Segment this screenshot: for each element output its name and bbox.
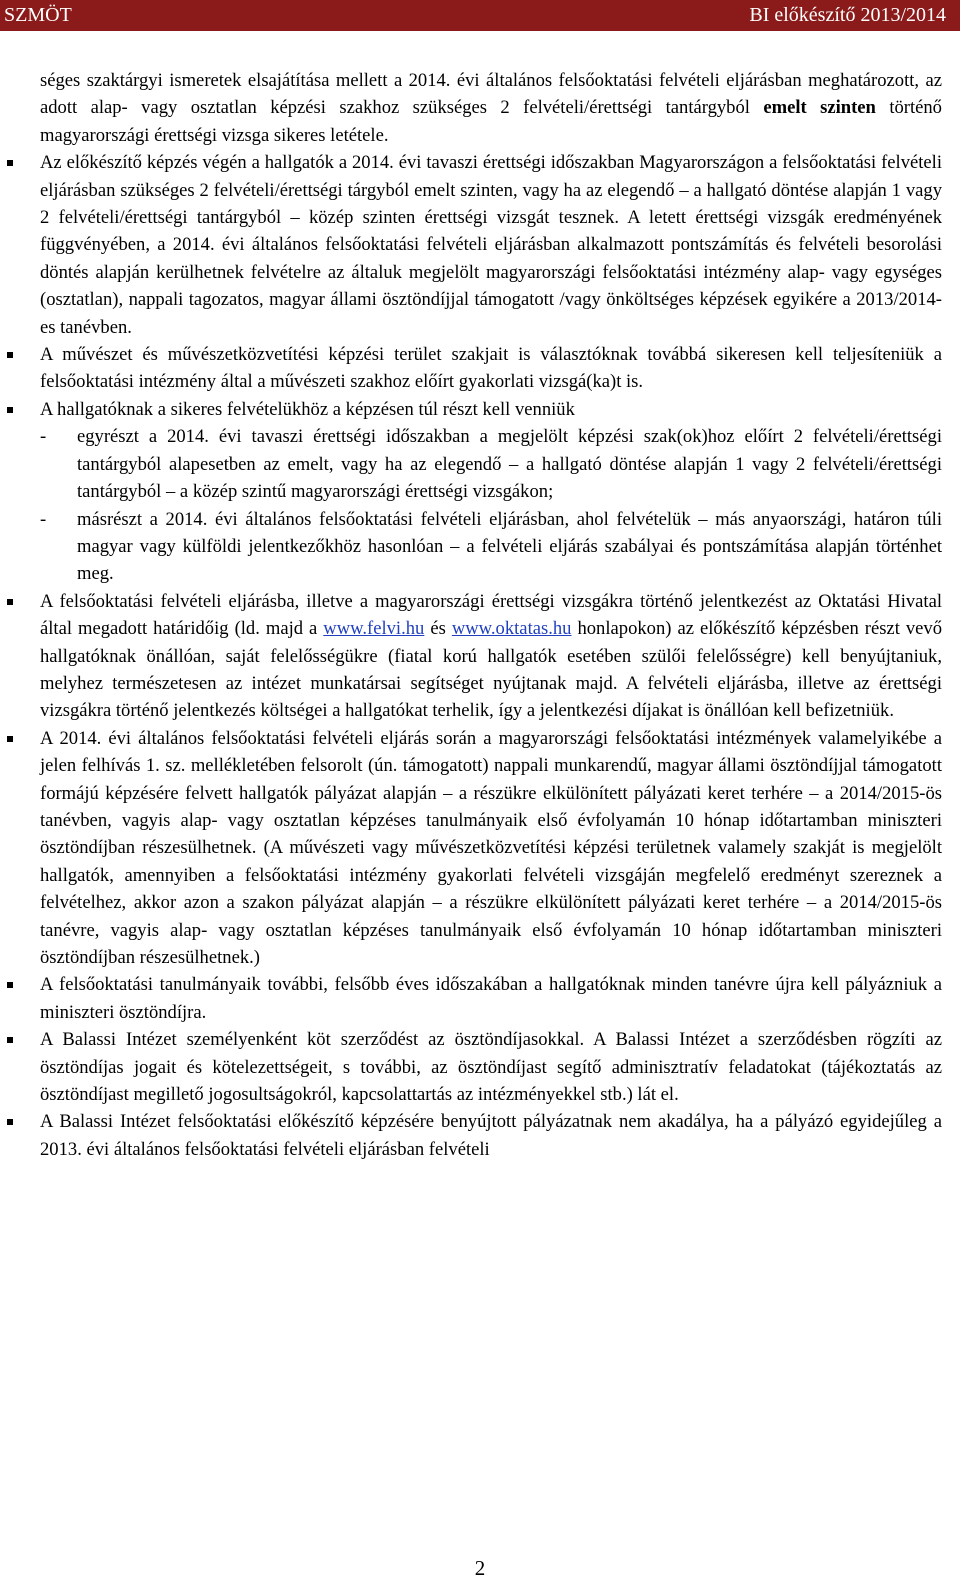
intro-text-a: séges szaktárgyi ismeretek elsajátítása mellett a 2014. évi általános felsőoktatási felvételi eljárásban meghatározott, az adott alap- vagy osztatlan képzési szakhoz szükséges 2 felvételi/érettségi tantárgyból (40, 70, 942, 119)
page-number: 2 (474, 1556, 486, 1580)
intro-bold-text: emelt szinten (763, 97, 876, 119)
requirements-intro: A hallgatóknak a sikeres felvételükhöz a képzésen túl részt kell venniük (40, 398, 575, 420)
page-header (0, 0, 960, 31)
bullet-item-reapply: A felsőoktatási tanulmányaik további, felsőbb éves időszakában a hallgatóknak minden tanévre újra kell pályázniuk a miniszteri ösztöndíjra. (40, 971, 942, 1026)
bullet-item-eligibility: A Balassi Intézet felsőoktatási előkészítő képzésére benyújtott pályázatnak nem akadálya, ha a pályázó egyidejűleg a 2013. évi általános felsőoktatási felvételi eljárásban felvételi (40, 1108, 942, 1163)
oktatas-link[interactable]: www.oktatas.hu (451, 618, 572, 640)
felvi-link[interactable]: www.felvi.hu (323, 618, 425, 640)
header-left-text: SZMÖT (4, 4, 72, 26)
application-text-b: és (424, 618, 452, 640)
bullet-list (40, 149, 942, 1163)
bullet-item-application (40, 588, 942, 725)
application-text-a: A felsőoktatási felvételi eljárásba, illetve a magyarországi érettségi vizsgákra történő jelentkezést az Oktatási Hivatal által megadott határidőig (ld. majd a (40, 590, 942, 640)
application-text-c: honlapokon) az előkészítő képzésben részt vevő hallgatóknak önállóan, saját felelősségükre (fiatal korú hallgatók esetében szülői felelősségre) kell benyújtaniuk, melyhez természetesen az intézet munkatársai segítséget nyújtanak majd. A felvételi eljárásba, illetve az érettségi vizsgákra történő jelentkezés költségei a hallgatókat terhelik, így a jelentkezési díjakat is önállóan kell befizetniük. (40, 618, 942, 722)
document-body (40, 67, 942, 1163)
sub-item-admission: - másrészt a 2014. évi általános felsőoktatási felvételi eljárásban, ahol felvételük – más anyaországi, határon túli magyar vagy külföldi jelentkezőkhöz hasonlóan – a felvételi eljárás szabályai és pontszámítása alapján történhet meg. (77, 506, 942, 588)
header-right-text: BI előkészítő 2013/2014 (749, 4, 946, 26)
intro-text-b: történő magyarországi érettségi vizsga sikeres letétele. (40, 97, 942, 146)
bullet-item-arts: A művészet és művészetközvetítési képzési terület szakjait is választóknak továbbá sikeresen kell teljesíteniük a felsőoktatási intézmény által a művészeti szakhoz előírt gyakorlati vizsgá(ka)t is. (40, 341, 942, 396)
intro-paragraph (40, 67, 942, 149)
sub-item-exam: - egyrészt a 2014. évi tavaszi érettségi időszakban a megjelölt képzési szak(ok)hoz előírt 2 felvételi/érettségi tantárgyból alapesetben az emelt, vagy ha az elegendő – a hallgató döntése alapján 1 vagy 2 felvételi/érettségi tantárgyból – a közép szintű magyarországi érettségi vizsgákon; (77, 423, 942, 505)
requirements-sublist (40, 423, 942, 587)
bullet-item-scholarship: A 2014. évi általános felsőoktatási felvételi eljárás során a magyarországi felsőoktatási intézmények valamelyikébe a jelen felhívás 1. sz. mellékletében felsorolt (ún. támogatott) nappali munkarendű, magyar állami ösztöndíjjal támogatott formájú képzésére felvett hallgatók pályázat alapján – a részükre elkülönített pályázati keret terhére – a 2014/2015-ös tanévben, vagyis alap- vagy osztatlan képzéses tanulmányaik első évfolyamán 10 hónap időtartamban miniszteri ösztöndíjban részesülhetnek. (A művészeti vagy művészetközvetítési képzési területnek valamely szakját is megjelölt hallgatók, amennyiben a felsőoktatási intézmény gyakorlati felvételi vizsgáján megfelelő eredményt szereznek a felvételhez, akkor azon a szakon pályázat alapján – a részükre elkülönített pályázati keret terhére – a 2014/2015-ös tanévre, vagyis alap- vagy osztatlan képzéses tanulmányaik első évfolyamán 10 hónap időtartamban miniszteri ösztöndíjban részesülhetnek.) (40, 725, 942, 972)
bullet-item-requirements (40, 396, 942, 588)
bullet-item-exam: Az előkészítő képzés végén a hallgatók a 2014. évi tavaszi érettségi időszakban Magyarországon a felsőoktatási felvételi eljárásban szükséges 2 felvételi/érettségi tárgyból emelt szinten, vagy ha az elegendő – a hallgató döntése alapján 1 vagy 2 felvételi/érettségi tantárgyból – közép szinten érettségi vizsgát tesznek. A letett érettségi vizsgák eredményének függvényében, a 2014. évi általános felsőoktatási felvételi eljárásban alkalmazott pontszámítás és felvételi besorolási döntés alapján kerülhetnek felvételre az általuk megjelölt magyarországi felsőoktatási intézmény alap- vagy egységes (osztatlan), nappali tagozatos, magyar állami ösztöndíjjal támogatott /vagy önköltséges képzések egyikére a 2013/2014-es tanévben. (40, 149, 942, 341)
bullet-item-contract: A Balassi Intézet személyenként köt szerződést az ösztöndíjasokkal. A Balassi Intézet a szerződésben rögzíti az ösztöndíjas jogait és kötelezettségeit, s további, az ösztöndíjast segítő adminisztratív feladatokat (tájékoztatás az ösztöndíjast megillető jogosultságokról, kapcsolattartás az intézményekkel stb.) lát el. (40, 1026, 942, 1108)
